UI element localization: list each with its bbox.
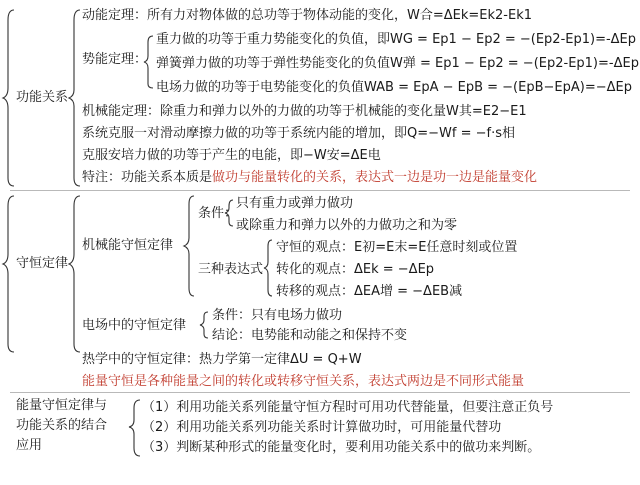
divider-1 <box>10 190 630 191</box>
condition-1: 只有重力或弹力做功 <box>236 196 354 211</box>
electric-work: 电场力做的功等于电势能变化的负值WAB = EpA − EpB = −(EpB−EpA)=−ΔEp <box>156 80 632 95</box>
potential-theorem-label: 势能定理： <box>82 52 148 67</box>
three-forms-label: 三种表达式 <box>198 262 264 277</box>
combined-item-3: （3）判断某种形式的能量变化时，要利用功能关系中的做功来判断。 <box>142 440 541 455</box>
combined-title-line-2: 功能关系的结合 <box>16 418 108 433</box>
special-note-red: 做功与能量转化的关系，表达式一边是功一边是能量变化 <box>212 170 538 185</box>
mechanical-conservation-title: 机械能守恒定律 <box>82 238 174 253</box>
combined-title-line-3: 应用 <box>16 438 43 453</box>
electric-conclusion: 结论：电势能和动能之和保持不变 <box>212 328 408 343</box>
form-conservation: 守恒的观点：E初=E末=E任意时刻或位置 <box>276 240 518 255</box>
electric-condition: 条件：只有电场力做功 <box>212 308 343 323</box>
spring-work: 弹簧弹力做的功等于弹性势能变化的负值W弹 = Ep1 − Ep2 = −(Ep2-Ep1)=-ΔEp <box>156 56 639 71</box>
mechanical-energy-theorem: 机械能定理：除重力和弹力以外的力做的功等于机械能的变化量W其=E2−E1 <box>82 104 527 119</box>
special-note-prefix: 特注：功能关系本质是 <box>82 170 213 185</box>
conservation-summary: 能量守恒是各种能量之间的转化或转移守恒关系，表达式两边是不同形式能量 <box>82 374 525 389</box>
special-note <box>82 170 537 186</box>
section-title-conservation: 守恒定律 <box>16 256 69 271</box>
gravity-work: 重力做的功等于重力势能变化的负值，即WG = Ep1 − Ep2 = −(Ep2-Ep1)=-ΔEp <box>156 32 637 47</box>
condition-label: 条件： <box>198 206 238 221</box>
divider-2 <box>10 392 630 393</box>
kinetic-theorem: 动能定理：所有力对物体做的总功等于物体动能的变化，W合=ΔEk=Ek2-Ek1 <box>82 8 532 23</box>
ampere-force-work: 克服安培力做的功等于产生的电能，即−W安=ΔE电 <box>82 148 381 163</box>
condition-2: 或除重力和弹力以外的力做功之和为零 <box>236 218 458 233</box>
combined-item-2: （2）利用功能关系列功能关系时计算做功时，可用能量代替功 <box>142 420 502 435</box>
combined-title-line-1: 能量守恒定律与 <box>16 398 108 413</box>
thermo-conservation: 热学中的守恒定律：热力学第一定律ΔU = Q+W <box>82 352 362 367</box>
combined-item-1: （1）利用功能关系列能量守恒方程时可用功代替能量，但要注意正负号 <box>142 400 554 415</box>
form-transformation: 转化的观点：ΔEk = −ΔEp <box>276 262 435 277</box>
friction-heat: 系统克服一对滑动摩擦力做的功等于系统内能的增加，即Q=−Wf = −f·s相 <box>82 126 515 141</box>
electric-conservation-title: 电场中的守恒定律 <box>82 318 187 333</box>
section-title-functional: 功能关系 <box>16 90 69 105</box>
form-transfer: 转移的观点：ΔEA增 = −ΔEB减 <box>276 284 463 299</box>
